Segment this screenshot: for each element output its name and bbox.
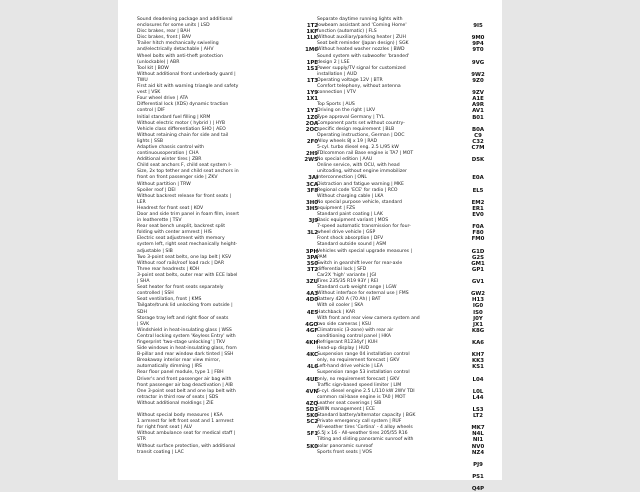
option-code: 1X1 [306, 96, 318, 103]
option-code: 3CA [306, 181, 318, 188]
option-description-line: Seat heater for front seats separately [137, 285, 224, 291]
option-code: 2OC [305, 126, 318, 133]
option-description-line: in leatherette | TSV [137, 218, 182, 224]
option-description-line: Additional winter tires | ZBR [137, 157, 202, 163]
option-code: 3F8 [306, 187, 318, 194]
option-description-line: Seat ventilation, front | KMS [137, 297, 202, 303]
option-description-line: Seat belt reminder (Japan design) | SGK [317, 41, 409, 47]
option-code: 3AI [308, 175, 318, 182]
option-description-line: Without charging cable | LKA [317, 193, 384, 199]
option-description-line: installation | AUD [317, 71, 357, 77]
option-code: 9ZV [472, 90, 484, 97]
option-description-line: Private emergency call system | RUF [317, 419, 402, 425]
option-description-line: function (automatic) | FLS [317, 29, 377, 35]
option-description-line: Without auxiliary/parking heater | ZUH [317, 35, 407, 41]
option-description-line: Comfort telephony, without antenna [317, 84, 401, 90]
option-description-line: With front and rear view camera system and [317, 315, 420, 321]
option-description-line: Refrigerant R1234yf | KUH [317, 339, 378, 345]
option-description-line: connection | VTV [317, 90, 356, 96]
option-description-line: TWU [137, 77, 148, 83]
option-description-line: Component parts set without country- [317, 120, 405, 126]
option-description-line: Breakaway interior rear view mirror, [137, 358, 221, 364]
option-description-line: Driver's and front passenger air bag with [137, 376, 232, 382]
option-description-line: Rear floor panel module, type 1 | FBH [137, 370, 224, 376]
option-description-line: Leather seat coverings | SIB [317, 400, 382, 406]
document-page [118, 0, 502, 492]
option-description-line: SWIN management | ECE [317, 407, 375, 412]
option-description-line: Top Sports | AUS [317, 102, 355, 108]
option-description-line: 5-cyl. turbo diesel eng. 2.5 L/95 kW [317, 144, 399, 150]
option-description-line: Disc brakes, front | BAV [137, 35, 191, 41]
option-description-line: STR [137, 437, 146, 443]
option-description-line: Without additional moldings | ZIE [137, 400, 214, 406]
option-description-line: Rear seat bench unsplit, backrest split [137, 224, 226, 230]
option-description-line: Spoiler roof | DEI [137, 187, 176, 193]
option-description-line: First aid kit with warning triangle and safety [137, 84, 239, 90]
option-code: KK3 [471, 358, 485, 365]
option-description-line: Head-up display | HUD [317, 346, 370, 352]
option-description-line: front passenger air bag deactivation | AIB [137, 382, 233, 388]
option-code: 9M0 [471, 35, 485, 42]
option-code: KA6 [471, 339, 485, 346]
option-code: 5D1 [306, 407, 318, 413]
option-description-line: Sound system with subwoofer 'branded' [317, 53, 410, 59]
option-code: 1Y1 [306, 108, 318, 115]
option-description-line: Left-hand drive vehicle | LEA [317, 364, 383, 370]
option-code: 3J9 [308, 218, 318, 225]
option-description-line: Disc brakes, rear | BAH [137, 29, 190, 35]
option-code: 2WS [304, 157, 318, 164]
option-code: NZ4 [471, 449, 485, 456]
option-description-line: Power supply/TV signal for customized [317, 65, 406, 71]
option-code: 4VN [305, 388, 318, 395]
option-code: 4ZQ [305, 400, 318, 407]
option-description-line: Without electric motor ( hybrid ) | HYB [137, 120, 226, 126]
option-code: F0A [472, 224, 484, 231]
option-code: IS0 [473, 309, 483, 316]
option-description-line: two side cameras | KSU [317, 321, 372, 327]
option-description-line: Without special body measures | KSA [137, 413, 223, 419]
option-description-line: Without surface protection, with additional [137, 443, 236, 449]
option-code: C32 [472, 138, 484, 145]
option-description-line: Standard curb weight range | LGW [317, 285, 397, 291]
option-description-line: One 3-point seat belt and one lap belt with [137, 388, 236, 394]
option-code: 1PE [306, 59, 318, 66]
option-description-line: Door and side trim panel in foam film, insert [137, 212, 240, 217]
option-description-line: B-pillar and rear window dark tinted | SSH [137, 352, 234, 358]
option-code: LT2 [473, 413, 483, 420]
option-description-line: lights | SSB [137, 138, 164, 144]
option-description-line: LER [137, 199, 146, 205]
option-description-line: for right front seat | ALV [137, 425, 193, 431]
option-description-line: Tires 235/35 R19 93Y | REI [317, 279, 379, 285]
option-description-line: Climatronic (3-zone) with rear air [317, 327, 394, 333]
option-description-line: Central locking system 'Keyless Entry' with [137, 333, 236, 339]
option-description-line: Battery 420 A (70 Ah) | BAT [317, 297, 381, 303]
option-description-line: PAM [317, 254, 327, 260]
option-description-line: With oil cooler | SKA [317, 303, 364, 309]
option-description-line: Tailgate/trunk lid unlocking from outside | [137, 303, 233, 309]
option-description-line: Car2X 'high' variante | JGI [317, 272, 377, 278]
option-code: L0L [472, 388, 484, 395]
option-code: EL5 [472, 187, 484, 194]
option-code: 3ZU [305, 279, 318, 286]
option-code: MK7 [471, 425, 485, 432]
option-code: EV0 [472, 212, 484, 218]
option-description-line: specific design requirement | BLB [317, 126, 395, 132]
option-code: KH7 [471, 352, 485, 359]
option-description-line: and/electrically detachable | AHV [137, 47, 214, 53]
option-description-line: SDH [137, 309, 147, 315]
option-code: PS1 [472, 474, 484, 481]
option-description-line: fingerprint 'two-stage unlocking' | TKV [137, 339, 226, 345]
option-code: C7M [471, 144, 485, 151]
option-code: G1D [471, 248, 485, 255]
option-code: 4KH [305, 339, 318, 346]
option-code: 3PA [306, 254, 318, 261]
option-description-line: Without retaining chain for side and tail [137, 132, 229, 138]
right-codes [458, 17, 498, 492]
option-description-line: enclosures for some units | LSD [137, 23, 210, 29]
left-descriptions [137, 17, 295, 456]
option-code: GV1 [471, 279, 485, 286]
option-description-line: Wheel bolts with anti-theft protection [137, 53, 223, 59]
option-code: GW2 [470, 291, 486, 298]
option-description-line: Vehicles with special upgrade measures | [317, 248, 413, 254]
option-description-line: 6.5J x 16 - All-weather tires 205/55 R16 [317, 431, 408, 437]
option-code: 5K0 [306, 443, 318, 450]
option-code: 1T3 [306, 77, 318, 84]
option-code: 9Z0 [472, 77, 484, 84]
option-code: 1S1 [306, 65, 318, 72]
option-code: 5F1 [306, 431, 318, 438]
option-code: GP1 [471, 266, 485, 273]
option-code: KS1 [472, 364, 484, 371]
option-code: N4L [472, 431, 484, 438]
option-description-line: Suspension range 53 installation control [317, 370, 410, 376]
option-description-line: Windshield in heat-insulating glass | WSS [137, 327, 232, 333]
option-code: PJ9 [473, 461, 483, 468]
option-code: AV1 [472, 108, 484, 115]
option-code: B01 [472, 114, 484, 121]
option-description-line: 5-cyl. diesel engine 2.5 L/110 kW 2WV TDI [317, 388, 415, 394]
option-code: G2S [471, 254, 485, 261]
option-code: 2F0 [306, 138, 318, 145]
option-code: 1Z0 [306, 114, 318, 121]
option-description-line: Online service, with OCU, with head [317, 163, 400, 169]
option-description-line: Standard paint coating | LAK [317, 212, 383, 217]
option-code: 9VG [471, 59, 485, 66]
option-description-line: 7-speed automatic transmission for four- [317, 224, 411, 230]
option-description-line: Standard battery/alternator capacity | BGK [317, 413, 416, 419]
option-description-line: only, no requirement forecast | GKV [317, 358, 400, 364]
option-code: L04 [472, 376, 484, 383]
left-codes [296, 17, 318, 456]
option-description-line: conditioning control panel | HKA [317, 333, 391, 339]
option-code: 5C2 [306, 419, 318, 426]
option-code: 4KC [306, 352, 318, 359]
option-description-line: | SHA [137, 279, 150, 285]
option-description-line: Without additional front underbody guard | [137, 71, 236, 77]
option-code: C9 [474, 132, 482, 139]
option-description-line: only, no requirement forecast | GKV [317, 376, 400, 382]
option-code: 9T0 [472, 47, 484, 54]
option-code: 4GO [305, 321, 318, 328]
option-description-line: Sports front seats | VOS [317, 449, 372, 455]
option-code: 2OA [305, 120, 318, 127]
option-description-line: Operating voltage 12V | BTR [317, 77, 383, 83]
option-code [296, 450, 318, 456]
option-description-line: Separate daytime running lights with [317, 17, 403, 22]
option-description-line: Traffic sign-based speed limiter | LIM [317, 382, 402, 388]
option-description-line: Operating instructions, German | DOC [317, 132, 405, 138]
option-code: NV0 [471, 443, 485, 450]
option-code: 9W2 [471, 71, 485, 78]
option-code: 1KF [306, 29, 318, 36]
option-description-line: Tool kit | BOW [137, 65, 169, 71]
option-code: L44 [472, 394, 484, 401]
option-code: 4D0 [306, 297, 318, 304]
option-code: JX1 [473, 321, 483, 328]
option-description-line: control | DIF [137, 108, 165, 114]
option-description-line: system left, right seat mechanically height- [137, 242, 238, 248]
option-description-line: vest | VSK [137, 90, 161, 96]
option-code: A1E [472, 96, 484, 103]
option-code: 3PH [305, 248, 318, 255]
option-description-line: Three rear headrests | KOH [137, 266, 200, 272]
option-description-line: Adaptive chassis control with [137, 144, 205, 150]
option-description-line: wheel drive vehicle | GSP [317, 230, 376, 236]
option-description-line: common rail-base engine is TA0 | MOT [317, 394, 406, 400]
option-description-line: Type approval Germany | TYL [317, 114, 385, 120]
option-code: 3T2 [306, 266, 318, 273]
option-code: 4GF [306, 327, 318, 334]
option-description-line: Hatchback | KAR [317, 309, 356, 315]
option-code: 4UE [306, 376, 318, 383]
option-code: 1LK [306, 35, 318, 42]
option-code: Q4P [471, 486, 485, 492]
option-description-line: Sound deadening package and additional [137, 17, 233, 22]
option-description-line: equipment | FZS [317, 205, 356, 211]
option-description-line: All-weather tires 'Cortina' - 4 alloy wheels [317, 425, 413, 431]
option-code: 3S0 [306, 260, 318, 267]
option-code: H13 [471, 297, 484, 304]
option-code: A9R [471, 102, 485, 109]
option-code: J0Y [473, 315, 483, 322]
option-code: E0A [472, 175, 484, 182]
option-code: 9I5 [473, 23, 483, 30]
option-description-line: Vehicle class differentiation SHO | AEO [137, 126, 226, 132]
option-code: 1M6 [305, 47, 318, 54]
option-code: D5K [471, 157, 485, 164]
option-description-line: | SVK [137, 321, 150, 327]
option-code: EM2 [471, 199, 485, 206]
option-description-line: differential lock | SFD [317, 266, 367, 272]
option-code: 4E5 [306, 309, 318, 316]
option-description-line: controlled | SSH [137, 291, 174, 297]
option-description-line: Headrest for front seat | KOV [137, 205, 204, 211]
option-description-line: Initial standard fuel filling | KRM [137, 114, 211, 120]
option-description-line: 3-point seat belts, outer rear with ECE label [137, 272, 238, 278]
option-description-line: folding with center armrest | HIS [137, 230, 212, 236]
option-description-line: design 2 | LSE [317, 59, 350, 65]
option-description-line: Side windows in heat-insulating glass, from [137, 346, 237, 352]
option-description-line: TDIcommon rail Base engine is TA7 | MOT [317, 151, 414, 157]
option-description-line: Two 3-point seat belts, one lap belt | KSV [137, 254, 232, 260]
option-code: 3L2 [307, 230, 318, 237]
option-code: LS3 [472, 407, 484, 413]
option-description-line: front on front passenger side | ZKV [137, 175, 218, 181]
option-description-line: 1 armrest for left front seat and 1 armrest [137, 419, 234, 425]
option-code: 4A3 [306, 291, 318, 298]
option-code: B0A [471, 126, 485, 133]
option-code: F80 [472, 230, 484, 237]
option-description-line: Standard outside sound | ASM [317, 242, 387, 248]
option-description-line: transit coating | LAC [137, 449, 184, 455]
option-description-line: Suspension range 04 installation control [317, 352, 410, 358]
option-description-line: Electric seat adjustment with memory [137, 236, 225, 242]
option-description-line: No special purpose vehicle, standard [317, 199, 402, 205]
option-description-line: interconnection | ONL [317, 175, 367, 181]
option-description-line: Distraction and fatigue warning | MKE [317, 181, 404, 187]
option-code: 4L6 [307, 364, 318, 371]
right-descriptions [317, 17, 464, 456]
option-code: 3H5 [305, 205, 318, 212]
option-description-line: Storage tray left and right floor of seats [137, 315, 229, 321]
option-description-line: Differential lock (XDS) dynamic traction [137, 102, 229, 108]
option-description-line: Without backrest release for front seats | [137, 193, 232, 199]
option-code: 3H0 [305, 199, 318, 206]
option-description-line: Regional code 'ECE' for radio | RCO [317, 187, 398, 193]
option-code: GM1 [471, 260, 485, 267]
option-description-line: Without roof rails/roof load rack | DAR [137, 260, 225, 266]
option-code: 1Y9 [306, 90, 318, 97]
option-description-line: Without heated washer nozzles | BWD [317, 47, 405, 53]
option-description-line: Trailer hitch mechanically swiveling [137, 41, 219, 47]
option-code: 9P4 [472, 41, 484, 48]
option-description-line: retractor in third row of seats | SDS [137, 394, 219, 400]
option-code: 5K0 [306, 413, 318, 420]
option-description-line: Front shock absorption | DFV [317, 236, 384, 242]
option-description-line: Driving on the right | LKV [317, 108, 376, 114]
option-description-line: Child seat anchors F, child seat system I- [137, 163, 232, 169]
option-description-line: Without ambulance seat for medical staff | [137, 431, 236, 437]
option-description-line: unitcoding, without engine immobilizer [317, 169, 407, 175]
option-description-line: Switch in gearshift lever for rear-axle [317, 260, 403, 266]
option-code: IG0 [472, 303, 484, 310]
option-description-line: solar panoramic sunroof [317, 443, 373, 449]
option-description-line: Alloy wheels 8J x 19 | RAD [317, 138, 378, 144]
option-description-line: (unlockable) | ABR [137, 59, 180, 65]
option-description-line: Size, 2x top tether and child seat anchors in [137, 169, 239, 175]
option-code: 2H9 [305, 151, 318, 158]
option-code: FM0 [471, 236, 485, 243]
option-description-line: No special edition | AAU [317, 157, 373, 163]
option-description-line: automatically dimming | IRS [137, 364, 202, 370]
option-description-line: Four wheel drive | ATA [137, 96, 189, 102]
option-code: 1T2 [306, 23, 318, 30]
option-description-line: adjustable | SIB [137, 248, 173, 254]
option-code: NI1 [472, 437, 484, 444]
option-code: ER1 [472, 205, 484, 212]
option-description-line: Basic equipment variant | MOS [317, 218, 389, 224]
option-description-line: lowbeam assistant and 'Coming Home' [317, 23, 407, 29]
option-description-line: Without partition | TRW [137, 181, 191, 187]
option-code: K8G [471, 327, 485, 334]
option-description-line: Tilting and sliding panoramic sunroof with [317, 437, 414, 443]
option-description-line: Without interface for external use | FMS [317, 291, 409, 297]
option-description-line: continuousoperation | CHA [137, 151, 199, 157]
